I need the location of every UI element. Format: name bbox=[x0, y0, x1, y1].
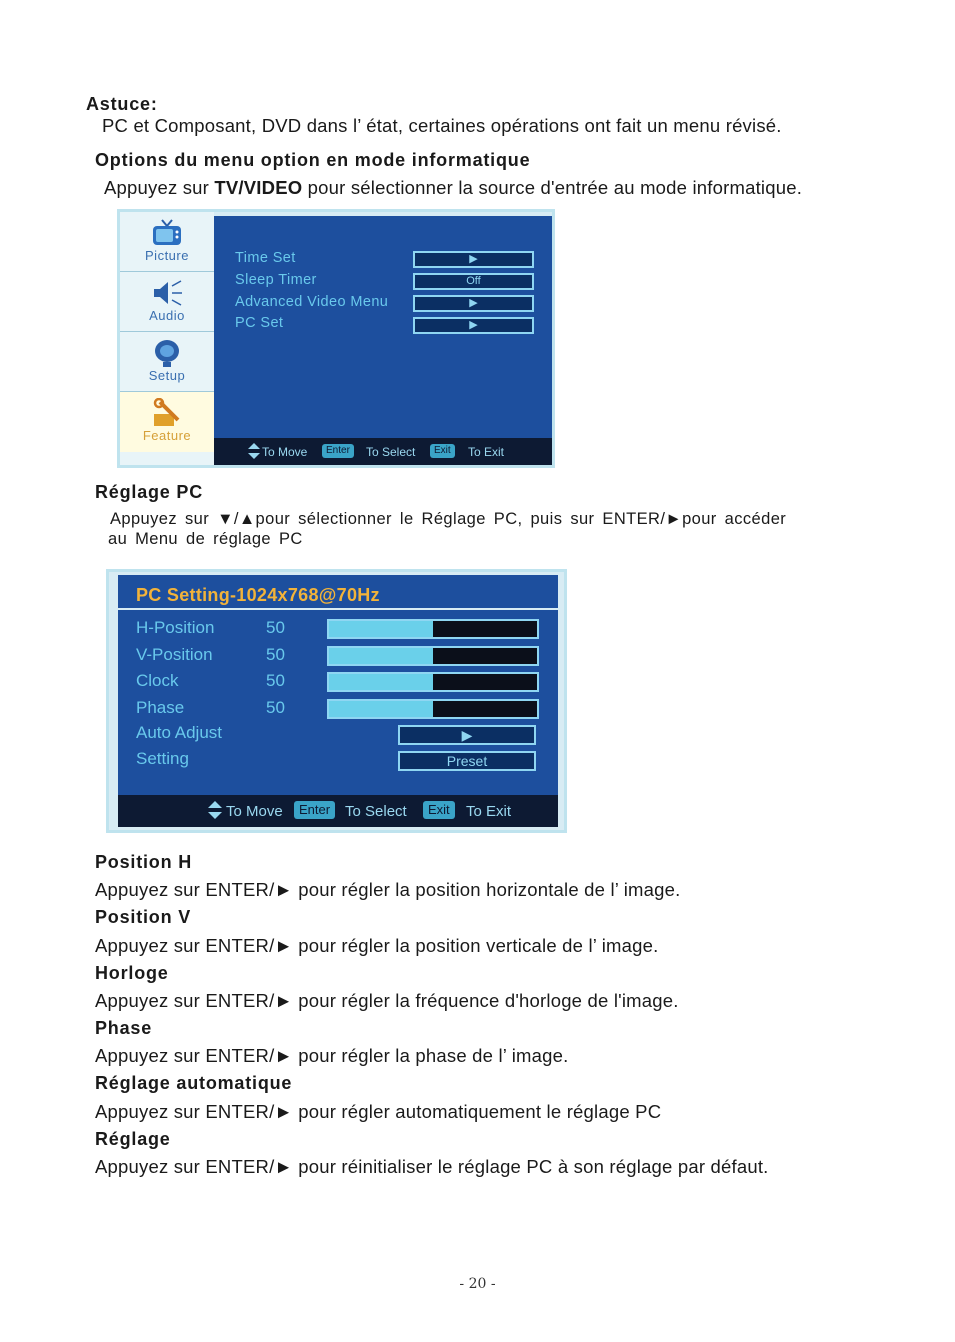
footer-exit-label: To Exit bbox=[466, 803, 512, 820]
move-arrows-icon bbox=[248, 443, 260, 459]
enter-key-badge: Enter bbox=[322, 444, 354, 458]
footer-select-label: To Select bbox=[366, 445, 416, 459]
section-v-position-heading: Position V bbox=[95, 907, 192, 927]
tab-audio[interactable] bbox=[120, 272, 214, 332]
section-clock-heading: Horloge bbox=[95, 963, 169, 983]
row-clock-label[interactable]: Clock bbox=[136, 671, 179, 690]
section-reset-text: Appuyez sur ENTER/► pour réinitialiser le réglage PC à son réglage par défaut. bbox=[95, 1156, 769, 1177]
speaker-icon bbox=[150, 278, 184, 308]
v-position-slider[interactable] bbox=[327, 646, 539, 666]
section-reset-heading: Réglage bbox=[95, 1129, 171, 1149]
title-divider bbox=[118, 608, 558, 610]
section-h-position-heading: Position H bbox=[95, 852, 192, 872]
row-v-position-value: 50 bbox=[266, 645, 285, 664]
section-auto-heading: Réglage automatique bbox=[95, 1073, 293, 1093]
options-text: Appuyez sur TV/VIDEO pour sélectionner la source d'entrée au mode informatique. bbox=[104, 177, 803, 198]
row-auto-adjust-label[interactable]: Auto Adjust bbox=[136, 723, 223, 742]
page-number: - 20 - bbox=[459, 1276, 496, 1292]
menu-footer bbox=[214, 438, 552, 465]
feature-panel bbox=[214, 216, 552, 438]
row-h-position-value: 50 bbox=[266, 618, 285, 637]
enter-key-badge: Enter bbox=[294, 801, 335, 819]
tab-feature-label: Feature bbox=[142, 428, 192, 443]
time-set-arrow[interactable]: ▶ bbox=[413, 251, 534, 268]
tab-feature[interactable] bbox=[120, 392, 214, 452]
menu-item-advanced-video[interactable]: Advanced Video Menu bbox=[235, 294, 389, 310]
menu-item-sleep-timer[interactable]: Sleep Timer bbox=[235, 272, 317, 288]
footer-move-label: To Move bbox=[262, 445, 308, 459]
exit-key-badge: Exit bbox=[423, 801, 455, 819]
section-v-position-text: Appuyez sur ENTER/► pour régler la position verticale de l’ image. bbox=[95, 935, 659, 956]
menu-sidebar bbox=[120, 212, 214, 465]
satellite-icon bbox=[150, 338, 184, 368]
h-position-slider[interactable] bbox=[327, 619, 539, 639]
advanced-video-arrow[interactable]: ▶ bbox=[413, 295, 534, 312]
tv-icon bbox=[150, 218, 184, 248]
menu-item-pc-set[interactable]: PC Set bbox=[235, 315, 284, 331]
row-phase-label[interactable]: Phase bbox=[136, 698, 185, 717]
footer-select-label: To Select bbox=[345, 803, 407, 820]
footer-exit-label: To Exit bbox=[468, 445, 505, 459]
reglage-pc-heading: Réglage PC bbox=[95, 482, 204, 502]
row-setting-label[interactable]: Setting bbox=[136, 749, 189, 768]
tab-picture-label: Picture bbox=[145, 248, 189, 263]
row-phase-value: 50 bbox=[266, 698, 285, 717]
tab-audio-label: Audio bbox=[149, 308, 185, 323]
pc-setting-title: PC Setting-1024x768@70Hz bbox=[136, 585, 380, 605]
tab-setup[interactable] bbox=[120, 332, 214, 392]
pc-setting-panel bbox=[118, 575, 558, 795]
phase-slider[interactable] bbox=[327, 699, 539, 719]
row-v-position-label[interactable]: V-Position bbox=[136, 645, 213, 664]
row-h-position-label[interactable]: H-Position bbox=[136, 618, 215, 637]
section-auto-text: Appuyez sur ENTER/► pour régler automatiquement le réglage PC bbox=[95, 1101, 662, 1122]
setting-preset-value[interactable]: Preset bbox=[398, 751, 536, 771]
pc-setting-screenshot bbox=[106, 569, 567, 833]
menu-item-time-set[interactable]: Time Set bbox=[235, 250, 296, 266]
clock-slider[interactable] bbox=[327, 672, 539, 692]
tip-text: PC et Composant, DVD dans l’ état, certaines opérations ont fait un menu révisé. bbox=[102, 115, 782, 136]
section-clock-text: Appuyez sur ENTER/► pour régler la fréquence d'horloge de l'image. bbox=[95, 990, 679, 1011]
reglage-pc-line2: au Menu de réglage PC bbox=[108, 530, 303, 548]
exit-key-badge: Exit bbox=[430, 444, 455, 458]
pc-setting-footer bbox=[118, 795, 558, 827]
auto-adjust-arrow[interactable]: ▶ bbox=[398, 725, 536, 745]
tab-setup-label: Setup bbox=[148, 368, 186, 383]
tip-heading: Astuce: bbox=[86, 94, 158, 114]
tab-picture[interactable] bbox=[120, 212, 214, 272]
move-arrows-icon bbox=[208, 801, 222, 819]
section-phase-text: Appuyez sur ENTER/► pour régler la phase de l’ image. bbox=[95, 1045, 569, 1066]
options-heading: Options du menu option en mode informatique bbox=[95, 150, 531, 170]
sleep-timer-value[interactable]: Off bbox=[413, 273, 534, 290]
footer-move-label: To Move bbox=[226, 803, 283, 820]
feature-menu-screenshot bbox=[117, 209, 555, 468]
section-phase-heading: Phase bbox=[95, 1018, 153, 1038]
section-h-position-text: Appuyez sur ENTER/► pour régler la position horizontale de l’ image. bbox=[95, 879, 681, 900]
reglage-pc-line1: Appuyez sur ▼/▲pour sélectionner le Réglage PC, puis sur ENTER/►pour accéder bbox=[110, 510, 787, 528]
tools-icon bbox=[150, 398, 184, 428]
pc-set-arrow[interactable]: ▶ bbox=[413, 317, 534, 334]
row-clock-value: 50 bbox=[266, 671, 285, 690]
